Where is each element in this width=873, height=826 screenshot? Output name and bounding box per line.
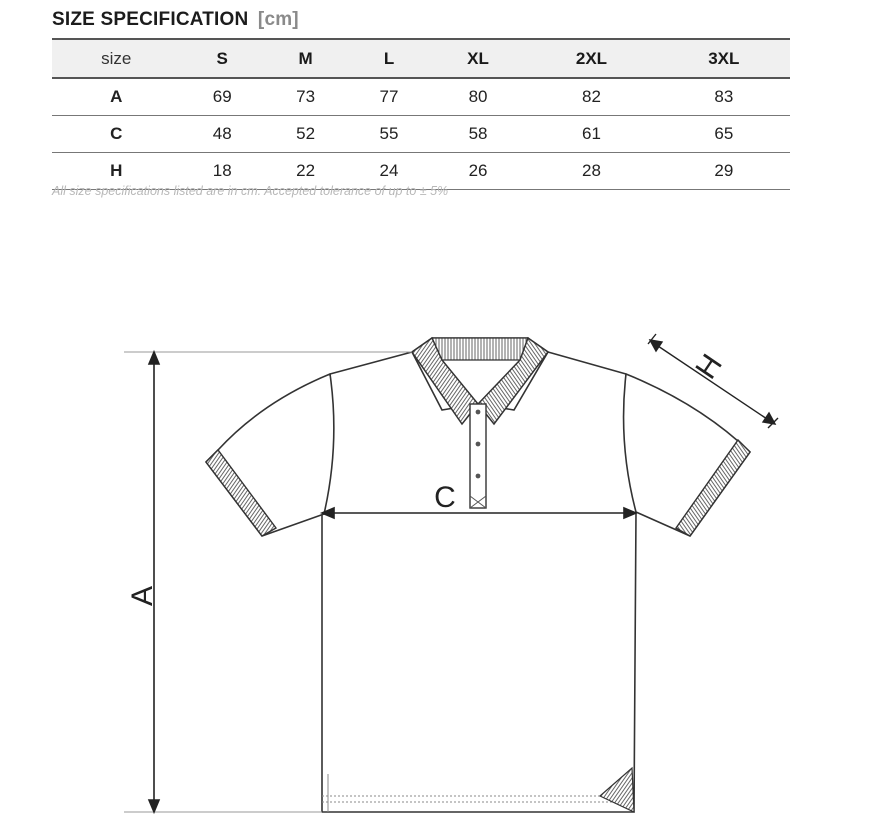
table-cell: 48 (181, 116, 264, 153)
table-cell: 82 (525, 78, 657, 116)
placket (470, 404, 486, 508)
table-cell: 28 (525, 153, 657, 190)
table-cell: 29 (658, 153, 790, 190)
table-cell: 83 (658, 78, 790, 116)
row-label: C (52, 116, 181, 153)
title-text: SIZE SPECIFICATION (52, 9, 249, 30)
length-label: A (126, 585, 159, 607)
table-cell: 55 (347, 116, 430, 153)
size-header: 3XL (658, 39, 790, 78)
tolerance-note: All size specifications listed are in cm. Accepted tolerance of up to ± 5% (52, 184, 449, 198)
size-header: 2XL (525, 39, 657, 78)
size-header: XL (431, 39, 526, 78)
table-cell: 52 (264, 116, 347, 153)
chest-label: C (434, 481, 456, 514)
table-cell: 77 (347, 78, 430, 116)
length-dimension-arrow-icon (149, 352, 159, 812)
title-unit: [cm] (257, 9, 299, 30)
table-cell: 22 (264, 153, 347, 190)
size-header: M (264, 39, 347, 78)
table-cell: 24 (347, 153, 430, 190)
table-cell: 69 (181, 78, 264, 116)
button-icon (476, 410, 481, 415)
size-header: S (181, 39, 264, 78)
table-cell: 58 (431, 116, 526, 153)
button-icon (476, 442, 481, 447)
table-cell: 26 (431, 153, 526, 190)
sleeve-label: H (689, 348, 729, 385)
button-icon (476, 474, 481, 479)
table-cell: 73 (264, 78, 347, 116)
collar-band (432, 338, 528, 360)
size-header: L (347, 39, 430, 78)
row-label: A (52, 78, 181, 116)
row-label: H (52, 153, 181, 190)
table-cell: 61 (525, 116, 657, 153)
corner-header: size (52, 39, 181, 78)
table-cell: 18 (181, 153, 264, 190)
table-cell: 65 (658, 116, 790, 153)
table-cell: 80 (431, 78, 526, 116)
